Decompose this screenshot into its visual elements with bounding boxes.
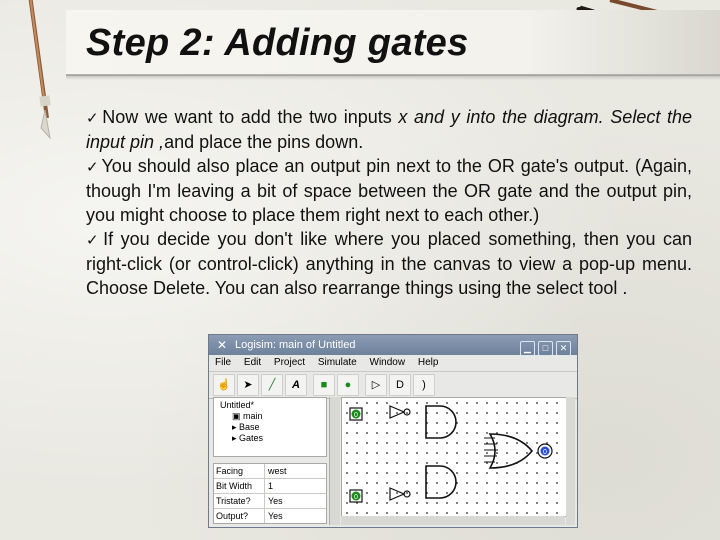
attr-value: Yes [268, 511, 283, 521]
or-gate-tool-icon[interactable]: ) [413, 374, 435, 396]
menu-help[interactable]: Help [417, 357, 439, 368]
menu-window[interactable]: Window [369, 357, 406, 368]
circuit-diagram [342, 398, 566, 516]
input-pin-x[interactable] [350, 408, 362, 420]
pin-x-value: 0 [354, 412, 358, 419]
attr-row[interactable] [214, 464, 326, 479]
left-pane-scrollbar[interactable] [329, 397, 340, 525]
not-gate-tool-icon[interactable]: ▷ [365, 374, 387, 396]
toolbar [209, 372, 577, 399]
tree-item-gates-label: Gates [239, 433, 264, 443]
checkmark-bullet-icon: ✓ [86, 109, 101, 127]
text-tool-icon[interactable]: A [285, 374, 307, 396]
attr-row[interactable] [214, 479, 326, 494]
bullet-paragraph-1 [86, 105, 692, 154]
tree-item-main-label: main [243, 411, 263, 421]
select-arrow-tool-icon[interactable]: ➤ [237, 374, 259, 396]
output-pin[interactable] [538, 444, 552, 458]
attr-row[interactable] [214, 509, 326, 523]
tree-item-main[interactable]: ▣ main [232, 411, 263, 421]
attr-value: west [268, 466, 287, 476]
wire-tool-icon[interactable]: ╱ [261, 374, 283, 396]
tree-item-base-label: Base [239, 422, 260, 432]
and-gate-bottom[interactable] [426, 466, 456, 498]
paragraph-2-text: You should also place an output pin next to the OR gate's output. (Again, though I'm leaving a bit of space between the OR gate and the output pin, you might choose to place them right next to each other.) [86, 156, 692, 225]
attr-value: Yes [268, 496, 283, 506]
not-gate-bottom[interactable] [390, 488, 410, 500]
bullet-paragraph-2 [86, 154, 692, 227]
explorer-tree [213, 397, 327, 457]
window-title: Logisim: main of Untitled [235, 339, 356, 351]
checkmark-bullet-icon: ✓ [86, 231, 102, 249]
output-pin-value: 0 [543, 449, 547, 456]
attr-row[interactable] [214, 494, 326, 509]
window-titlebar [209, 335, 577, 355]
input-pin-y[interactable] [350, 490, 362, 502]
paragraph-1-italic: x and y into the diagram. Select the input pin , [86, 107, 692, 152]
menu-simulate[interactable]: Simulate [317, 357, 357, 368]
maximize-icon[interactable]: □ [538, 341, 553, 356]
attr-value: 1 [268, 481, 274, 491]
tree-item-base[interactable]: ▸ Base [232, 422, 260, 432]
not-gate-top[interactable] [390, 406, 410, 418]
paragraph-1-tail: and place the pins down. [164, 132, 364, 152]
attr-key: Bit Width [214, 479, 265, 493]
attr-key: Facing [214, 464, 265, 478]
menu-edit[interactable]: Edit [243, 357, 262, 368]
menu-file[interactable]: File [215, 357, 232, 368]
and-gate-tool-icon[interactable]: D [389, 374, 411, 396]
pin-y-value: 0 [354, 494, 358, 501]
left-pane [213, 397, 327, 523]
attr-key: Tristate? [214, 494, 265, 508]
slide-body [86, 105, 692, 300]
tree-item-project[interactable]: Untitled* [220, 400, 255, 410]
paragraph-1-text: Now we want to add the two inputs [102, 107, 399, 127]
input-pin-tool-icon[interactable]: ■ [313, 374, 335, 396]
canvas-vertical-scrollbar[interactable] [566, 397, 575, 525]
or-gate[interactable] [484, 434, 532, 468]
slide-title: Step 2: Adding gates [86, 22, 469, 64]
canvas-horizontal-scrollbar[interactable] [341, 516, 565, 525]
output-pin-tool-icon[interactable]: ● [337, 374, 359, 396]
attr-key: Output? [214, 509, 265, 523]
minimize-icon[interactable]: ▁ [520, 341, 535, 356]
circuit-canvas[interactable] [341, 397, 567, 517]
title-shadow [66, 74, 720, 80]
window-controls [517, 338, 571, 358]
checkmark-bullet-icon: ✓ [86, 158, 100, 176]
paragraph-3-text: If you decide you don't like where you placed something, then you can right-click (or control-click) anything in the canvas to view a pop-up menu. Choose Delete. You can also rearrange things using the select tool . [86, 229, 692, 298]
attribute-table [213, 463, 327, 524]
hand-poke-tool-icon[interactable]: ☝ [213, 374, 235, 396]
close-icon[interactable]: ✕ [556, 341, 571, 356]
logisim-window-screenshot [208, 334, 578, 528]
menu-project[interactable]: Project [273, 357, 306, 368]
and-gate-top[interactable] [426, 406, 456, 438]
tree-item-gates[interactable]: ▸ Gates [232, 433, 264, 443]
bullet-paragraph-3 [86, 227, 692, 300]
window-menu-icon[interactable]: ✕ [216, 338, 228, 352]
